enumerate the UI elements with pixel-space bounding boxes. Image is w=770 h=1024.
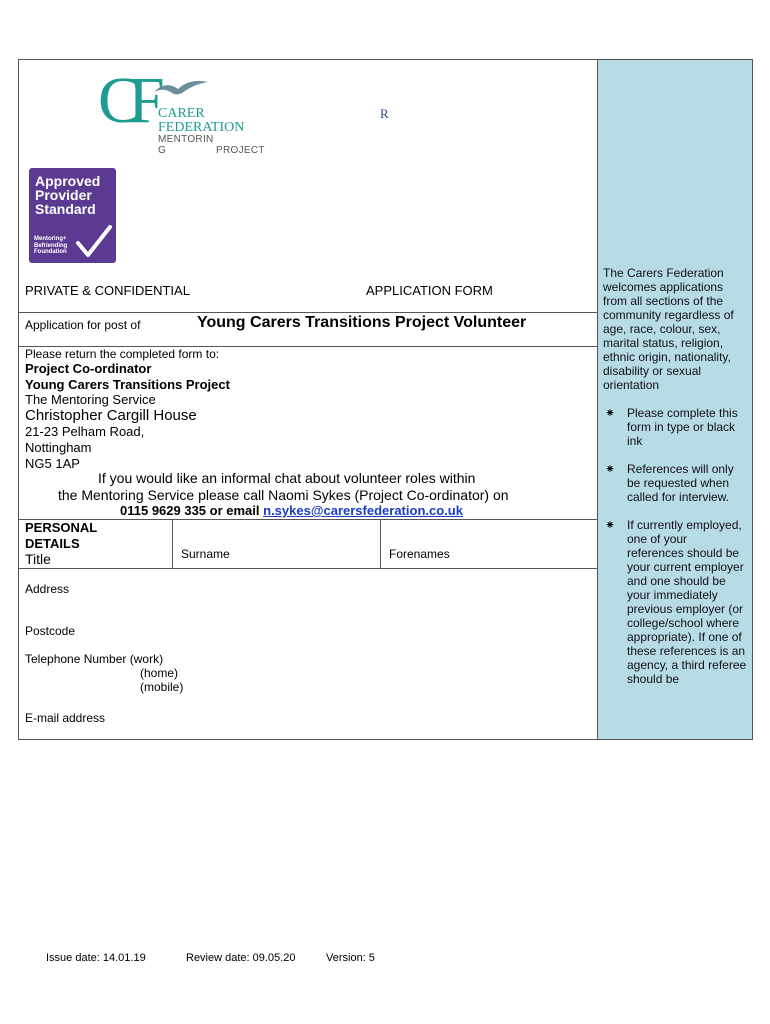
- bullet-icon: ⁕: [605, 406, 616, 420]
- return-line-6: Nottingham: [25, 440, 92, 455]
- post-title: Young Carers Transitions Project Volunteer: [197, 314, 527, 331]
- rule-name-row: [18, 568, 597, 569]
- logo-g: G: [158, 145, 167, 156]
- bullet-icon: ⁕: [605, 518, 616, 532]
- telephone-work-label: Telephone Number (work): [25, 652, 164, 666]
- logo-cf-monogram: CF: [98, 64, 151, 137]
- return-line-3: The Mentoring Service: [25, 392, 156, 407]
- equal-opportunities-text: The Carers Federation welcomes applications from all sections of the community regardless of age, race, colour, sex, marital status, religion, ethnic origin, nationality, disability or sexual orientation: [603, 266, 734, 392]
- logo-mentorin: MENTORIN: [158, 134, 214, 145]
- approved-provider-badge: [29, 168, 116, 263]
- issue-date: Issue date: 14.01.19: [46, 952, 146, 964]
- telephone-home-label: (home): [140, 666, 179, 680]
- email-label: E-mail address: [25, 711, 106, 725]
- instruction-item-2: References will only be requested when called for interview.: [627, 462, 734, 504]
- post-label: Application for post of: [25, 318, 141, 332]
- logo-project: PROJECT: [216, 145, 265, 156]
- telephone-mobile-label: (mobile): [140, 680, 184, 694]
- chat-phone: 0115 9629 335 or email: [120, 503, 264, 518]
- checkmark-icon: [76, 225, 112, 259]
- personal-heading: PERSONAL: [25, 520, 98, 535]
- registered-mark: R: [380, 106, 389, 121]
- application-form-title: APPLICATION FORM: [366, 283, 493, 298]
- chat-line-1: If you would like an informal chat about volunteer roles within: [98, 470, 476, 486]
- chat-line-2: the Mentoring Service please call Naomi Sykes (Project Co-ordinator) on: [58, 487, 509, 503]
- chat-contact: [120, 503, 463, 518]
- divider-surname: [380, 519, 381, 568]
- bullet-icon: ⁕: [605, 462, 616, 476]
- rule-personal: [18, 519, 597, 520]
- return-intro: Please return the completed form to:: [25, 347, 220, 361]
- review-date: Review date: 09.05.20: [186, 952, 296, 964]
- email-link[interactable]: n.sykes@carersfederation.co.uk: [263, 503, 463, 518]
- return-line-7: NG5 1AP: [25, 456, 80, 471]
- badge-title: Approved Provider Standard: [35, 173, 101, 217]
- badge-subtitle: Mentoring+ Befriending Foundation: [34, 236, 68, 255]
- return-line-1: Project Co-ordinator: [25, 361, 152, 376]
- seagull-icon: [152, 76, 210, 98]
- instruction-item-3: If currently employed, one of your references should be your current employer and one should be your immediately previous employer (or college/school where appropriate). If one of these references is an agency, a third referee should be: [627, 518, 747, 686]
- title-label: Title: [25, 551, 51, 567]
- return-line-4: Christopher Cargill House: [25, 407, 197, 424]
- return-line-5: 21-23 Pelham Road,: [25, 424, 145, 439]
- forenames-label: Forenames: [389, 547, 450, 561]
- divider-title: [172, 519, 173, 568]
- version: Version: 5: [326, 952, 375, 964]
- return-line-2: Young Carers Transitions Project: [25, 377, 230, 392]
- postcode-label: Postcode: [25, 624, 76, 638]
- rule-post: [18, 312, 597, 313]
- logo-federation: FEDERATION: [158, 120, 245, 135]
- logo-carer: CARER: [158, 106, 205, 121]
- instruction-item-1: Please complete this form in type or black ink: [627, 406, 738, 448]
- address-label: Address: [25, 582, 70, 596]
- details-heading: DETAILS: [25, 536, 80, 551]
- surname-label: Surname: [181, 547, 230, 561]
- private-confidential: PRIVATE & CONFIDENTIAL: [25, 283, 190, 298]
